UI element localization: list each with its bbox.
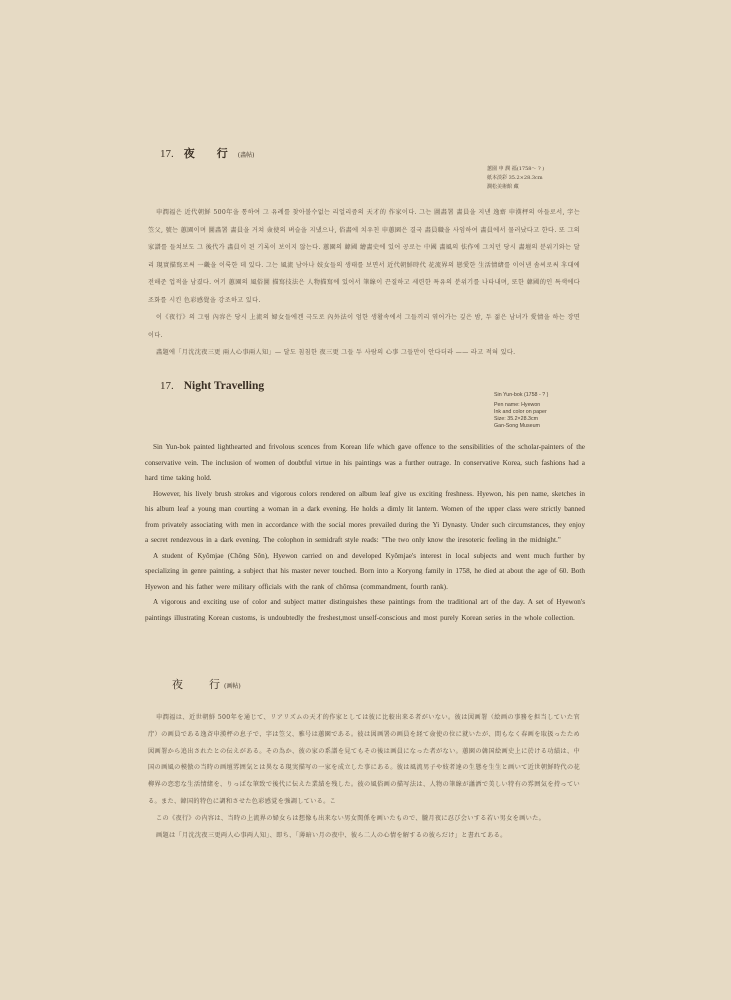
- korean-title-char-2: 行: [216, 147, 228, 160]
- korean-meta-medium: 紙本淡彩 35.2×28.3cm: [487, 175, 543, 181]
- english-meta-medium: Ink and color on paper: [494, 409, 547, 415]
- english-body: [145, 440, 585, 626]
- korean-paragraph: 申潤福은 近代朝鮮 500年을 통하여 그 유례를 찾아볼수없는 리얼리즘의 天才的 作家이다. 그는 圖畵署 畵員을 지낸 逸齋 申漢枰의 아들로서, 字는 笠父, 號는 蕙園이며 圖畵署 畵員을 거쳐 僉使의 벼슬을 지냈으나, 俗畵에 치우친 申蕙園은 결국 畵員職을 사임하여 畵員에서 물러났다고 한다. 또 그의 家譜를 들쳐보도 그 後代가 畵員이 된 기록이 보이지 않는다. 蕙園의 韓國 繪畵史에 있어 공로는 中國 畵風의 怯作에 그치던 당시 畵壇의 분위기와는 달리 現實描寫로써 一畿을 이룩한 데 있다. 그는 風流 남아나 妓女들의 생태를 보면서 近代朝鮮時代 花流界의 戀愛한 生活情緖를 이어낸 솜씨로써 후대에 전해준 업적을 남겼다. 여기 蕙園의 風俗圖 描寫技法은 人物描寫에 있어서 筆線이 끈질하고 세련한 특유의 분위기를 나타내며, 또한 韓國的인 특색에다 조화를 시킨 色彩感覺을 강조하고 있다.: [148, 209, 580, 304]
- japanese-title-char-1: 夜: [172, 678, 183, 691]
- english-paragraph: A vigorous and exciting use of color and subject matter distinguishes these paintings from the traditional art of the day. A set of Hyewon's paintings illustrating Korean customs, is undoubtedly the freshest,most unself-conscious and most purely Korean series in the whole collection.: [145, 598, 585, 622]
- korean-meta-artist: 蕙園 申 潤 福(1758～ ? ): [487, 166, 545, 172]
- korean-heading: [160, 145, 254, 161]
- english-paragraph: Sin Yun-bok painted lighthearted and frivolous scences from Korean life which gave offence to the sensibilities of the scholar-painters of the conservative vein. The inclusion of women of doubtful virtue in his paintings was a further outrage. In conservative Korea, such fashions had a hard time taking hold.: [145, 443, 585, 482]
- japanese-body: [148, 710, 580, 844]
- english-paragraph: A student of Kyŏmjae (Chŏng Sŏn), Hyewon carried on and developed Kyŏmjae's interest in local subjects and went much further by specializing in genre painting, a subject that his master never touched. Born into a Koryong family in 1758, he died at about the age of 60. Both Hyewon and his father were military officials with the rank of chŏmsa (commandment, fourth rank).: [145, 551, 585, 591]
- korean-subtitle: (畵帖): [237, 152, 255, 159]
- english-meta-pen-name: Pen name: Hyewon: [494, 402, 541, 408]
- japanese-title-char-2: 行: [209, 678, 220, 691]
- japanese-paragraph: 画題は「月沈沈夜三更両人心事両人知」、即ち、「薄暗い月の夜中、彼ら二人の心情を解するの彼らだけ」と書れてある。: [156, 831, 507, 839]
- korean-artwork-meta: [487, 165, 627, 192]
- japanese-paragraph: 申潤福は、近世朝鮮 500年を通じて、リアリズムの天才的作家としては彼に比較出来る者がいない。彼は図画署（絵画の事務を担当していた官庁）の画員である逸斉申漢枰の息子で、字は笠父、雅号は蕙園である。彼は図画署の画員を経て僉使の位に就いたが、間もなく春画を取扱ったため図画署から追出されたとの伝えがある。その為か、彼の家の系譜を見てもその後は画員になった者がない。蕙園の韓国絵画史上に於ける功績は、中国の画風の模倣の当時の画壇雰囲気とは異なる現実描写の一家を成立した事にある。彼は風流男子や妓者達の生態を生生と画いて近世朝鮮時代の花柳界の恋恋な生活情緒を、りっぱな筆致で後代に伝えた業績を残した。彼の風俗画の描写法は、人物の筆線が瀟洒で美しい特有の雰囲気を持っている。また、韓国的特色に調和させた色彩感覚を強調している。こ: [148, 714, 580, 805]
- english-paragraph: However, his lively brush strokes and vigorous colors rendered on album leaf give us exciting freshness. Hyewon, his pen name, sketches in his album leaf a young man courting a woman in a dark evening. He holds a dimly lit lantern. Women of the upper class were strictly banned from privately associating with men in accordance with the social mores prevailed during the Yi Dynasty. Under such circumstances, they enjoy a secret rendezvous in a dark evening. The colophon in semidraft style reads: "The two only know the iresoteric feeling in the midnight.": [145, 489, 585, 544]
- korean-title-char-1: 夜: [183, 147, 195, 160]
- korean-meta-collection: 澗松美術館 藏: [487, 184, 519, 190]
- japanese-heading: [172, 676, 241, 692]
- english-heading: [160, 380, 264, 392]
- korean-paragraph: 畵題에「月沈沈夜三更 兩人心事兩人知」— 달도 침침한 夜三更 그들 두 사람의 心事 그들만이 안다더라 —— 라고 적혀 있다.: [156, 349, 516, 356]
- english-meta-artist: Sin Yun-bok (1758 - ? ): [494, 392, 549, 398]
- korean-body: [148, 204, 580, 362]
- japanese-subtitle: (画帖): [224, 683, 241, 690]
- japanese-paragraph: この《夜行》の内容は、当時の上流界の婦女らは想像も出来ない男女関係を画いたもので、朧月夜に忍び会いする若い男女を画いた。: [156, 814, 546, 822]
- korean-paragraph: 이《夜行》의 그림 內容은 당시 上流의 婦女들에겐 극도로 內外法이 엄한 생활속에서 그들끼리 엮어가는 깊은 밤, 두 젊은 남녀가 愛情을 하는 장면이다.: [148, 314, 580, 339]
- korean-item-number: 17.: [160, 148, 174, 160]
- english-title: Night Travelling: [183, 380, 265, 392]
- english-item-number: 17.: [160, 380, 174, 392]
- english-meta-size: Size: 35.2×28.3cm: [494, 416, 539, 422]
- english-artwork-meta: [494, 392, 624, 430]
- english-meta-collection: Gan-Song Museum: [494, 423, 540, 429]
